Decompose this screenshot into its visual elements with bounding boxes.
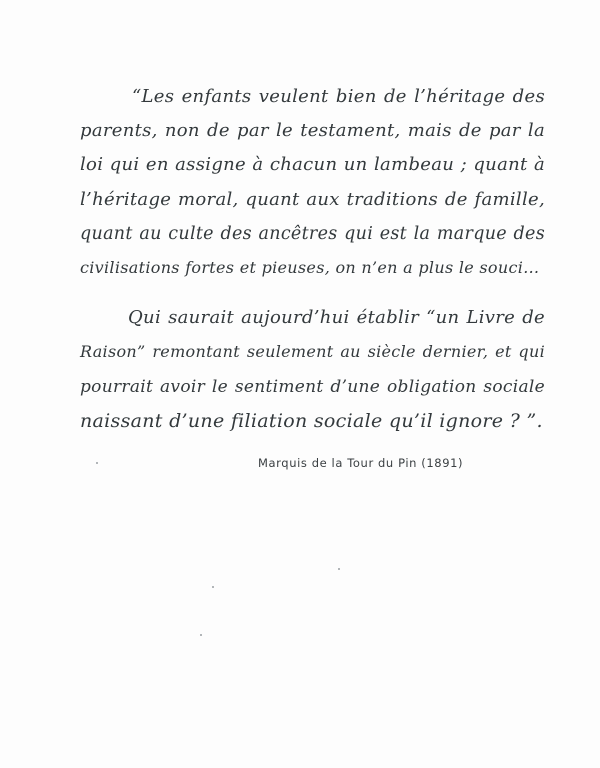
- scan-speck: [200, 634, 202, 636]
- quote-attribution: Marquis de la Tour du Pin (1891): [258, 456, 464, 470]
- quote-paragraph-1: [80, 80, 545, 285]
- quote-line: parents, non de par le testament, mais de par la: [80, 120, 545, 142]
- quote-line: loi qui en assigne à chacun un lambeau ; quant à: [80, 154, 545, 176]
- scan-speck: [338, 568, 340, 570]
- quote-line: l’héritage moral, quant aux traditions de famille,: [80, 188, 545, 210]
- quote-block: [80, 80, 545, 438]
- scan-speck: [96, 462, 98, 464]
- quote-line: pourrait avoir le sentiment d’une obligation sociale: [80, 376, 545, 397]
- quote-paragraph-2: [80, 301, 545, 438]
- quote-line: “Les enfants veulent bien de l’héritage des: [132, 86, 545, 107]
- quote-line: quant au culte des ancêtres qui est la marque des: [80, 223, 545, 244]
- quote-line: naissant d’une filiation sociale qu’il ignore ? ”.: [80, 409, 543, 432]
- quote-line: Qui saurait aujourd’hui établir “un Livre de: [128, 307, 545, 329]
- quote-line: Raison” remontant seulement au siècle dernier, et qui: [80, 342, 545, 362]
- quote-line: civilisations fortes et pieuses, on n’en a plus le souci…: [80, 258, 540, 278]
- scan-speck: [212, 586, 214, 588]
